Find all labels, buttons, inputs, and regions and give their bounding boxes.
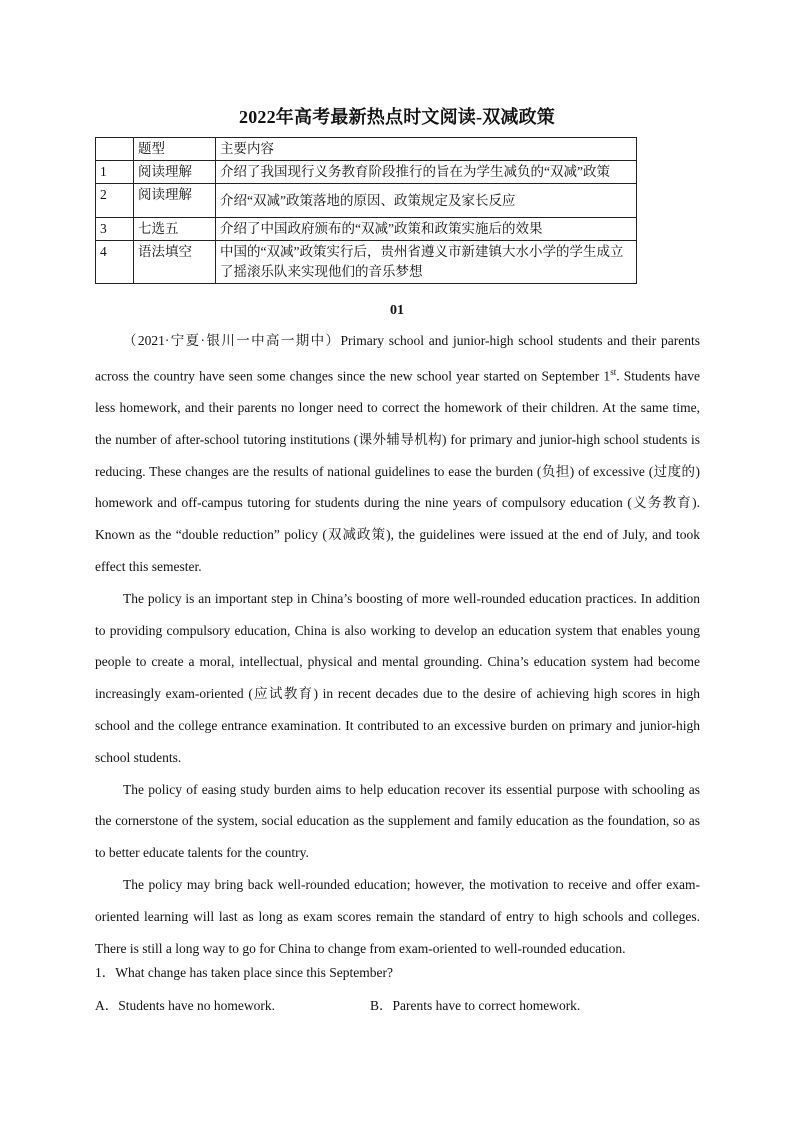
summary-table	[95, 137, 637, 284]
passage-paragraph	[95, 325, 700, 583]
section-number: 01	[390, 303, 404, 318]
table-header-cell: 题型	[134, 138, 216, 161]
passage-paragraph: The policy of easing study burden aims to help education recover its essential purpose with schooling as the cornerstone of the system, social education as the supplement and family education as the foundation, so as to better educate talents for the country.	[95, 781, 700, 861]
table-cell: 阅读理解	[134, 184, 216, 218]
option-b: B．Parents have to correct homework.	[370, 998, 581, 1013]
passage-paragraph: The policy may bring back well-rounded education; however, the motivation to receive and offer exam-oriented learning will last as long as exam scores remain the standard of entry to high schools and colleges. There is still a long way to go for China to change from exam-oriented to well-rounded education.	[95, 877, 700, 956]
table-cell: 阅读理解	[134, 161, 216, 184]
passage-paragraph: The policy is an important step in China’s boosting of more well-rounded education practices. In addition to providing compulsory education, China is also working to develop an education system that enables young people to create a moral, intellectual, physical and mental grounding. China’s education system had become increasingly exam-oriented (应试教育) in recent decades due to the desire of achieving high scores in high school and the college entrance examination. It contributed to an excessive burden on primary and junior-high school students.	[95, 590, 700, 765]
table-cell: 介绍了中国政府颁布的“双减”政策和政策实施后的效果	[216, 218, 637, 241]
passage-text: . Students have less homework, and their parents no longer need to correct the homework of their children. At the same time, the number of after-school tutoring institutions (课外辅导机构) for primary and junior-high school students is reducing. These changes are the results of national guidelines to ease the burden (负担) of excessive (过度的) homework and off-campus tutoring for students during the nine years of compulsory education (义务教育). Known as the “double reduction” policy (双减政策), the guidelines were issued at the end of July, and took effect this semester.	[95, 368, 700, 575]
table-header-row	[96, 138, 637, 161]
table-row	[96, 218, 637, 241]
table-row	[96, 241, 637, 284]
table-cell: 3	[96, 218, 134, 241]
table-cell: 介绍了我国现行义务教育阶段推行的旨在为学生减负的“双减”政策	[216, 161, 637, 184]
table-row	[96, 161, 637, 184]
table-cell: 2	[96, 184, 134, 218]
table-row	[96, 184, 637, 218]
table-cell: 4	[96, 241, 134, 284]
table-header-cell: 主要内容	[216, 138, 637, 161]
table-cell: 1	[96, 161, 134, 184]
option-a: A．Students have no homework.	[95, 998, 275, 1013]
table-cell: 七选五	[134, 218, 216, 241]
passage-text: Primary school and junior-high school students and their parents across the country have seen some changes since the new school year started on September 1	[95, 333, 700, 384]
table-cell: 中国的“双减”政策实行后，贵州省遵义市新建镇大水小学的学生成立了摇滚乐队来实现他们的音乐梦想	[216, 241, 637, 284]
document-title: 2022年高考最新热点时文阅读-双减政策	[239, 107, 555, 127]
table-cell: 介绍“双减”政策落地的原因、政策规定及家长反应	[216, 184, 637, 218]
reading-passage	[95, 325, 700, 964]
ordinal-superscript: st	[610, 366, 617, 377]
table-header-cell	[96, 138, 134, 161]
passage-source: （2021·宁夏·银川一中高一期中）	[123, 333, 341, 348]
table-cell: 语法填空	[134, 241, 216, 284]
question-stem: 1．What change has taken place since this September?	[95, 965, 394, 980]
